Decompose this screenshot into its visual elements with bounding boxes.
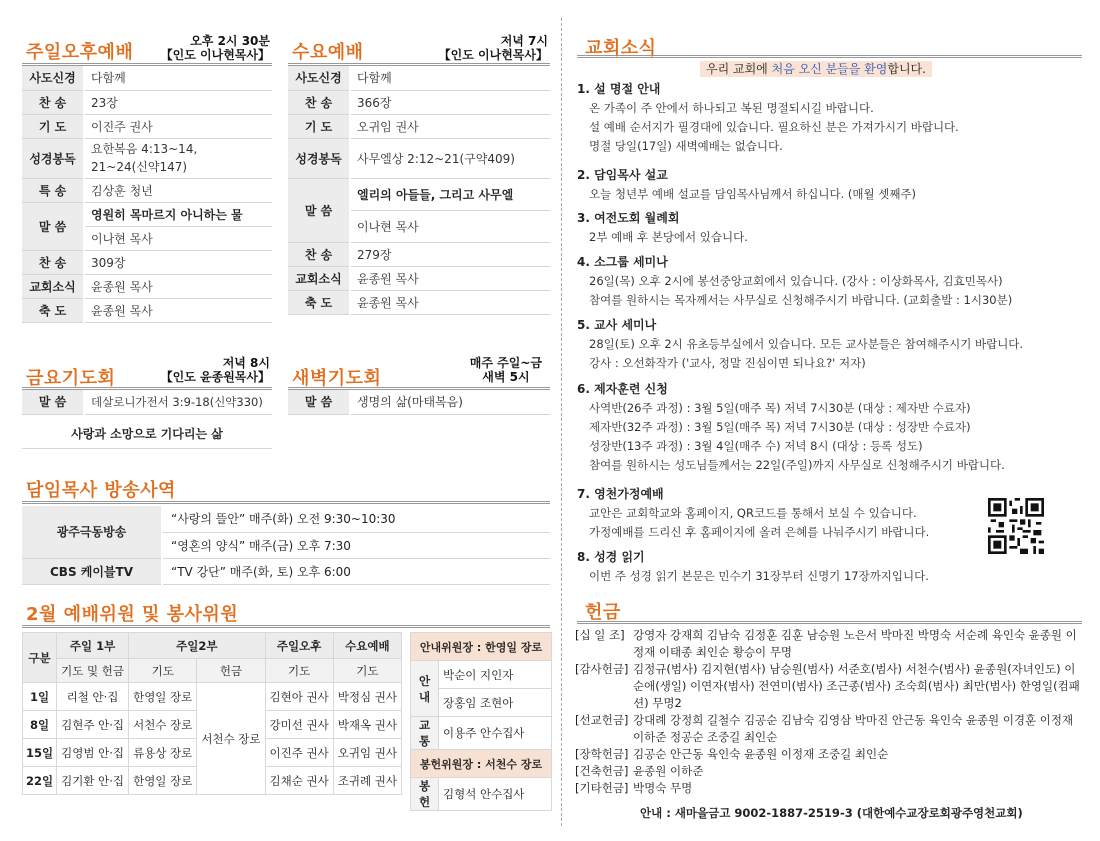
dawn-time-days: 매주 주일~금 xyxy=(469,356,542,370)
order-label: 찬 송 xyxy=(22,250,84,274)
broadcast-title: 담임목사 방송사역 xyxy=(26,480,176,501)
news-item xyxy=(577,166,1077,204)
col-subheader: 기도 및 헌금 xyxy=(57,659,129,683)
cell: 김기환 안·집 xyxy=(57,767,129,795)
news-item-line: 교안은 교회학교와 홈페이지, QR코드를 통해서 보실 수 있습니다. xyxy=(589,506,917,520)
sunday-pm-time: 오후 2시 30분 xyxy=(190,34,270,48)
sunday-pm-title: 주일오후예배 xyxy=(26,42,134,63)
cell: 김영범 안·집 xyxy=(57,739,129,767)
duty-title: 2월 예배위원 및 봉사위원 xyxy=(26,604,239,625)
offering-list xyxy=(575,627,1080,797)
news-item-line: 제자반(32주 과정) : 3월 5일(매주 목) 저녁 7시30분 (대상 : 성장반 수료자) xyxy=(589,420,971,434)
broadcast-table xyxy=(22,506,550,585)
page-divider xyxy=(561,18,562,826)
order-value: 생명의 삶(마태복음) xyxy=(350,390,550,414)
cell: 이진주 권사 xyxy=(265,739,333,767)
service-head: 봉헌위원장 : 서천수 장로 xyxy=(411,750,552,778)
cell: 박정심 권사 xyxy=(333,683,401,711)
order-label: 찬 송 xyxy=(288,242,350,266)
volunteer-table xyxy=(410,632,552,811)
news-item-title: 1. 설 명절 안내 xyxy=(577,82,661,96)
offering-names: 강대례 강정희 길철수 김공순 김남숙 김영삼 박마진 안근동 육인숙 윤종원 이경훈 이정재 이하준 정공순 조중길 최인순 xyxy=(633,713,1074,744)
order-value: 오귀임 권사 xyxy=(350,114,550,138)
offering-category: [선교헌금] xyxy=(575,713,629,727)
order-label: 말 씀 xyxy=(22,390,84,414)
offering-header xyxy=(577,598,1082,624)
cell: 김현아 권사 xyxy=(265,683,333,711)
order-label: 말 씀 xyxy=(288,178,350,242)
news-item-line: 26일(목) 오후 2시에 봉선중앙교회에서 있습니다. (강사 : 이상화목사, 김효민목사) xyxy=(589,274,1003,288)
cell: 오귀임 권사 xyxy=(333,739,401,767)
col-subheader: 기도 xyxy=(265,659,333,683)
order-value: 23장 xyxy=(84,90,272,114)
cell: 박재옥 권사 xyxy=(333,711,401,739)
order-label: 축 도 xyxy=(288,290,350,314)
wednesday-title: 수요예배 xyxy=(292,42,364,63)
news-item-title: 4. 소그룹 세미나 xyxy=(577,255,668,269)
offering-title: 헌금 xyxy=(585,602,621,623)
welcome-text: 우리 교회에 xyxy=(706,62,772,76)
traffic-label: 교통 xyxy=(411,717,439,750)
order-value: 366장 xyxy=(350,90,550,114)
preacher: 이나현 목사 xyxy=(350,210,550,242)
cell: 조귀례 권사 xyxy=(333,767,401,795)
news-item xyxy=(577,316,1077,373)
offering-row xyxy=(575,712,1080,746)
bank-account: 안내 : 새마을금고 9002-1887-2519-3 (대한예수교장로회광주영천교회) xyxy=(640,806,1023,820)
order-value: 다함께 xyxy=(84,66,272,90)
news-item-line: 설 예배 순서지가 필경대에 있습니다. 필요하신 분은 가져가시기 바랍니다. xyxy=(589,120,959,134)
volunteer-section xyxy=(410,632,552,811)
service-label: 봉헌 xyxy=(411,778,439,811)
dawn-table xyxy=(288,390,550,415)
cell: 리철 안·집 xyxy=(57,683,129,711)
news-item-title: 7. 영천가정예배 xyxy=(577,487,664,501)
offering-category: [십 일 조] xyxy=(575,628,625,642)
news-item-line: 강사 : 오선화작가 ('교사, 정말 진심이면 되나요?' 저자) xyxy=(589,356,866,370)
cell: 강미선 권사 xyxy=(265,711,333,739)
wednesday-order-table xyxy=(288,66,550,315)
qr-code-icon xyxy=(988,498,1044,554)
offering-names: 김정규(범사) 김지현(범사) 남승원(범사) 서준호(범사) 서천수(범사) 윤종원(자녀인도) 이순애(생일) 이연자(범사) 전연미(범사) 조근종(범사) 조숙희(범사) 최만(범사) 한영일(컴패션) 무명2 xyxy=(633,662,1080,710)
order-value: 279장 xyxy=(350,242,550,266)
program: “영혼의 양식” 매주(금) 오후 7:30 xyxy=(162,532,550,558)
friday-title: 금요기도회 xyxy=(26,368,116,389)
order-value: 309장 xyxy=(84,250,272,274)
order-label: 찬 송 xyxy=(22,90,84,114)
order-value: 이진주 권사 xyxy=(84,114,272,138)
station-name: 광주극동방송 xyxy=(22,506,162,558)
order-value: 윤종원 목사 xyxy=(350,290,550,314)
news-item-line: 온 가족이 주 안에서 하나되고 복된 명절되시길 바랍니다. xyxy=(589,101,874,115)
row-date: 8일 xyxy=(23,711,57,739)
guide-names: 장홍임 조현아 xyxy=(439,689,552,717)
news-item xyxy=(577,80,1077,156)
sunday-pm-section xyxy=(22,30,272,323)
col-subheader: 기도 xyxy=(129,659,197,683)
cell: 한영일 장로 xyxy=(129,683,197,711)
col-header: 주일오후 xyxy=(265,633,333,659)
order-label: 교회소식 xyxy=(288,266,350,290)
friday-time: 저녁 8시 xyxy=(222,356,270,370)
friday-section xyxy=(22,354,272,449)
news-item-line: 성장반(13주 과정) : 3월 4일(매주 수) 저녁 8시 (대상 : 등록 성도) xyxy=(589,439,923,453)
order-label: 특 송 xyxy=(22,178,84,202)
program: “TV 강단” 매주(화, 토) 오후 6:00 xyxy=(162,558,550,584)
row-date: 1일 xyxy=(23,683,57,711)
order-label: 사도신경 xyxy=(22,66,84,90)
friday-leader: 【인도 윤종원목사】 xyxy=(160,370,270,384)
order-label: 말 씀 xyxy=(288,390,350,414)
cell: 류용상 장로 xyxy=(129,739,197,767)
col-header: 주일 1부 xyxy=(57,633,129,659)
service-names: 김형석 안수집사 xyxy=(439,778,552,811)
cell: 김현주 안·집 xyxy=(57,711,129,739)
news-item-line: 명절 당일(17일) 새벽예배는 없습니다. xyxy=(589,139,783,153)
order-value: 데살로니가전서 3:9-18(신약330) xyxy=(84,390,272,414)
news-header xyxy=(577,30,1082,58)
order-value: 요한복음 4:13~14, 21~24(신약147) xyxy=(84,138,272,178)
order-value: 사무엘상 2:12~21(구약409) xyxy=(350,138,550,178)
welcome-text-end: 합니다. xyxy=(887,62,926,76)
order-label: 찬 송 xyxy=(288,90,350,114)
program: “사랑의 뜰안” 매주(화) 오전 9:30~10:30 xyxy=(162,506,550,532)
news-item xyxy=(577,209,1077,247)
sermon-title: 영원히 목마르지 아니하는 물 xyxy=(84,202,272,226)
offering-names: 박명숙 무명 xyxy=(633,781,693,795)
duty-section xyxy=(22,600,402,795)
news-item xyxy=(577,380,1077,475)
welcome-highlight: 처음 오신 분들을 환영 xyxy=(771,62,888,76)
order-value: 김상훈 청년 xyxy=(84,178,272,202)
news-item xyxy=(577,253,1077,310)
broadcast-section xyxy=(22,476,550,585)
dawn-section xyxy=(288,354,550,415)
order-value: 윤종원 목사 xyxy=(84,298,272,322)
news-item-line: 오늘 청년부 예배 설교를 담임목사님께서 하십니다. (매월 셋째주) xyxy=(589,187,917,201)
col-header: 구분 xyxy=(23,633,57,683)
guide-label: 안내 xyxy=(411,661,439,717)
preacher: 이나현 목사 xyxy=(84,226,272,250)
order-value: 윤종원 목사 xyxy=(84,274,272,298)
guide-names: 박순이 지인자 xyxy=(439,661,552,689)
dawn-time-hour: 새벽 5시 xyxy=(482,370,530,384)
order-label: 사도신경 xyxy=(288,66,350,90)
offering-category: [장학헌금] xyxy=(575,747,629,761)
order-label: 교회소식 xyxy=(22,274,84,298)
news-item-line: 사역반(26주 과정) : 3월 5일(매주 목) 저녁 7시30분 (대상 : 제자반 수료자) xyxy=(589,401,971,415)
offering-names: 윤종원 이하준 xyxy=(633,764,704,778)
news-item-line: 참여를 원하시는 성도님들께서는 22일(주일)까지 사무실로 신청해주시기 바랍니다. xyxy=(589,458,1005,472)
col-header: 수요예배 xyxy=(333,633,401,659)
col-subheader: 기도 xyxy=(333,659,401,683)
sunday-pm-order-table xyxy=(22,66,272,323)
welcome-banner xyxy=(700,58,932,77)
wednesday-section xyxy=(288,30,550,315)
order-label: 성경봉독 xyxy=(288,138,350,178)
offering-person: 서천수 장로 xyxy=(197,683,265,795)
offering-row xyxy=(575,746,1080,763)
offering-row xyxy=(575,763,1080,780)
news-item-line: 참여를 원하시는 목자께서는 사무실로 신청해주시기 바랍니다. (교회출발 : 1시30분) xyxy=(589,293,1013,307)
cell: 김채순 권사 xyxy=(265,767,333,795)
news-item-title: 3. 여전도회 월례회 xyxy=(577,211,680,225)
order-value: 윤종원 목사 xyxy=(350,266,550,290)
col-header: 주일2부 xyxy=(129,633,265,659)
offering-category: [기타헌금] xyxy=(575,781,629,795)
order-label: 기 도 xyxy=(288,114,350,138)
offering-row xyxy=(575,661,1080,712)
order-label: 성경봉독 xyxy=(22,138,84,178)
guide-head: 안내위원장 : 한영일 장로 xyxy=(411,633,552,661)
offering-category: [건축헌금] xyxy=(575,764,629,778)
cell: 서천수 장로 xyxy=(129,711,197,739)
order-label: 기 도 xyxy=(22,114,84,138)
news-item-line: 이번 주 성경 읽기 본문은 민수기 31장부터 신명기 17장까지입니다. xyxy=(589,569,929,583)
order-label: 축 도 xyxy=(22,298,84,322)
traffic-names: 이용주 안수집사 xyxy=(439,717,552,750)
news-title: 교회소식 xyxy=(585,38,657,59)
news-item-title: 5. 교사 세미나 xyxy=(577,318,657,332)
news-item-title: 8. 성경 읽기 xyxy=(577,550,645,564)
wednesday-leader: 【인도 이나현목사】 xyxy=(438,48,548,62)
news-item-line: 2부 예배 후 본당에서 있습니다. xyxy=(589,230,748,244)
col-subheader: 헌금 xyxy=(197,659,265,683)
news-item-title: 2. 담임목사 설교 xyxy=(577,168,668,182)
order-label: 말 씀 xyxy=(22,202,84,250)
table-row xyxy=(23,683,402,711)
offering-row xyxy=(575,627,1080,661)
duty-table xyxy=(22,632,402,795)
news-item-line: 가정예배를 드리신 후 홈페이지에 올려 은혜를 나눠주시기 바랍니다. xyxy=(589,525,930,539)
offering-row xyxy=(575,780,1080,797)
wednesday-time: 저녁 7시 xyxy=(500,34,548,48)
friday-table xyxy=(22,390,272,415)
cell: 한영일 장로 xyxy=(129,767,197,795)
row-date: 15일 xyxy=(23,739,57,767)
friday-caption: 사랑과 소망으로 기다리는 삶 xyxy=(22,425,272,449)
sermon-title: 엘리의 아들들, 그리고 사무엘 xyxy=(350,178,550,210)
order-value: 다함께 xyxy=(350,66,550,90)
row-date: 22일 xyxy=(23,767,57,795)
dawn-title: 새벽기도회 xyxy=(292,368,382,389)
offering-names: 김공순 안근동 육인숙 윤종원 이정재 조중길 최인순 xyxy=(633,747,889,761)
sunday-pm-leader: 【인도 이나현목사】 xyxy=(160,48,270,62)
offering-category: [감사헌금] xyxy=(575,662,629,676)
offering-names: 강영자 강재희 김남숙 김정훈 김훈 남승원 노은서 박마진 박명숙 서순례 육인숙 윤종원 이정재 이태종 최인순 황승이 무명 xyxy=(633,628,1077,659)
news-item-title: 6. 제자훈련 신청 xyxy=(577,382,668,396)
news-item-line: 28일(토) 오후 2시 유초등부실에서 있습니다. 모든 교사분들은 참여해주시기 바랍니다. xyxy=(589,337,1024,351)
station-name: CBS 케이블TV xyxy=(22,558,162,584)
